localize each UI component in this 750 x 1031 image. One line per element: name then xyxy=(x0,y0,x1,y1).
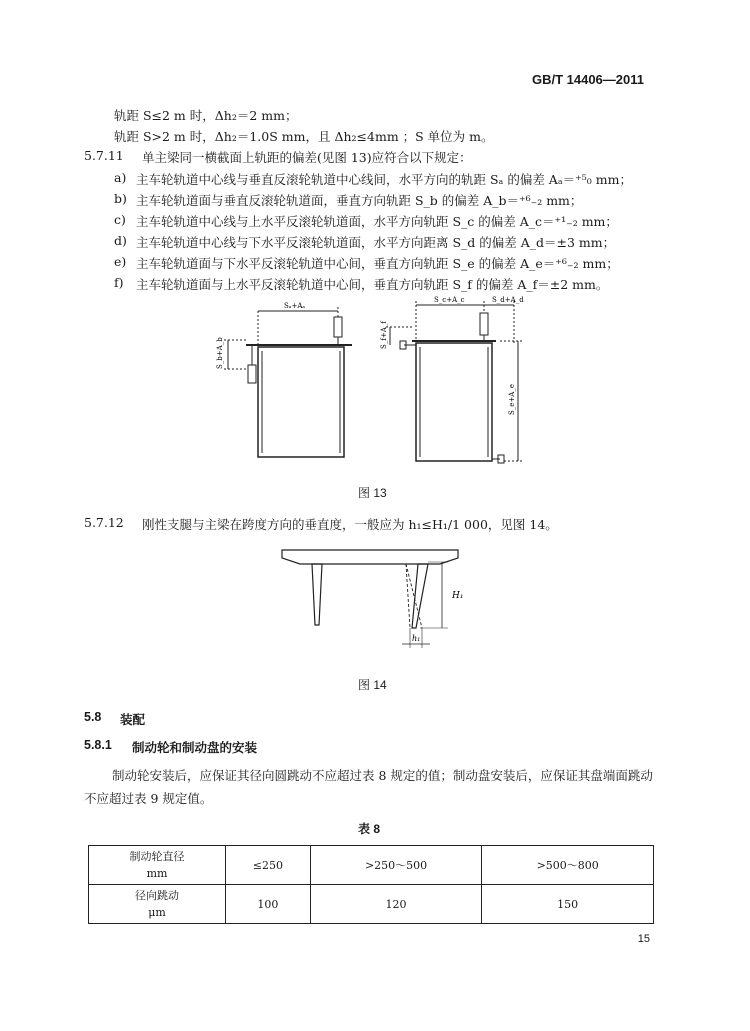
item-letter: d) xyxy=(114,233,127,248)
clause-5-7-11-number: 5.7.11 xyxy=(84,148,124,163)
row-header-cell xyxy=(89,846,226,885)
item-text: 主车轮轨道中心线与上水平反滚轮轨道面，水平方向轨距 S_c 的偏差 A_c＝⁺¹₋₂ mm； xyxy=(136,214,618,229)
page-number: 15 xyxy=(637,933,650,945)
figure-13-caption: 图 13 xyxy=(358,486,387,500)
item-text: 主车轮轨道中心线与垂直反滚轮轨道中心线间，水平方向的轨距 Sₐ 的偏差 Aₐ＝⁺⁵₀ mm； xyxy=(136,172,632,187)
gauge-condition-line-1: 轨距 S≤2 m 时，Δh₂＝2 mm； xyxy=(114,108,298,123)
table-8 xyxy=(88,845,654,924)
section-5-8-1-number: 5.8.1 xyxy=(84,738,112,752)
section-5-8-title: 装配 xyxy=(120,713,146,727)
clause-5-7-11-text: 单主梁同一横截面上轨距的偏差(见图 13)应符合以下规定： xyxy=(142,150,472,165)
table-cell: >250～500 xyxy=(310,846,482,885)
item-letter: c) xyxy=(114,212,126,227)
row-unit: μm xyxy=(148,906,166,919)
section-5-8-number: 5.8 xyxy=(84,710,102,724)
clause-5-7-12-number: 5.7.12 xyxy=(84,515,124,530)
table-row xyxy=(89,885,654,924)
figure-14-caption: 图 14 xyxy=(358,678,387,692)
table-cell: ≤250 xyxy=(226,846,311,885)
item-text: 主车轮轨道面与下水平反滚轮轨道中心间，垂直方向轨距 S_e 的偏差 A_e＝⁺⁶₋₂ mm； xyxy=(136,256,619,271)
label-sa: Sₐ+Aₐ xyxy=(284,302,306,310)
label-sc: S_c+A_c xyxy=(434,296,465,304)
label-sf: S_f+A_f xyxy=(380,321,388,349)
section-5-8-1-title: 制动轮和制动盘的安装 xyxy=(132,741,258,755)
item-letter: b) xyxy=(114,191,127,206)
table-cell: 120 xyxy=(310,885,482,924)
figure-14-diagram xyxy=(270,540,470,655)
table-8-caption: 表 8 xyxy=(358,822,381,836)
item-letter: f) xyxy=(114,275,124,290)
row-unit: mm xyxy=(146,867,168,880)
item-text: 主车轮轨道面与垂直反滚轮轨道面，垂直方向轨距 S_b 的偏差 A_b＝⁺⁶₋₂ mm； xyxy=(136,193,583,208)
item-letter: e) xyxy=(114,254,127,269)
clause-5-7-12-text: 刚性支腿与主梁在跨度方向的垂直度，一般应为 h₁≤H₁/1 000，见图 14。 xyxy=(142,517,558,532)
label-H1: H₁ xyxy=(452,591,464,601)
row-header-cell xyxy=(89,885,226,924)
table-cell: 100 xyxy=(226,885,311,924)
item-text: 主车轮轨道中心线与下水平反滚轮轨道面，水平方向距离 S_d 的偏差 A_d＝±3 mm； xyxy=(136,235,616,250)
table-row xyxy=(89,846,654,885)
item-text: 主车轮轨道面与上水平反滚轮轨道中心间，垂直方向轨距 S_f 的偏差 A_f＝±2 mm。 xyxy=(136,277,609,292)
figure-13-diagram xyxy=(200,285,540,475)
table-cell: 150 xyxy=(482,885,654,924)
gauge-condition-line-2: 轨距 S>2 m 时，Δh₂＝1.0S mm，且 Δh₂≤4mm ；S 单位为 m。 xyxy=(114,129,494,144)
row-label: 制动轮直径 xyxy=(129,850,185,863)
label-se: S_e+A_e xyxy=(508,383,516,415)
section-5-8-1-paragraph: 制动轮安装后，应保证其径向圆跳动不应超过表 8 规定的值；制动盘安装后，应保证其盘端面跳动不应超过表 9 规定值。 xyxy=(84,768,653,806)
table-cell: >500～800 xyxy=(482,846,654,885)
label-sb: S_b+A_b xyxy=(216,337,224,369)
row-label: 径向跳动 xyxy=(135,889,179,902)
label-sd: S_d+A_d xyxy=(492,296,524,304)
standard-code-header: GB/T 14406—2011 xyxy=(531,72,644,87)
item-letter: a) xyxy=(114,170,127,185)
label-h1: h₁ xyxy=(412,634,421,643)
